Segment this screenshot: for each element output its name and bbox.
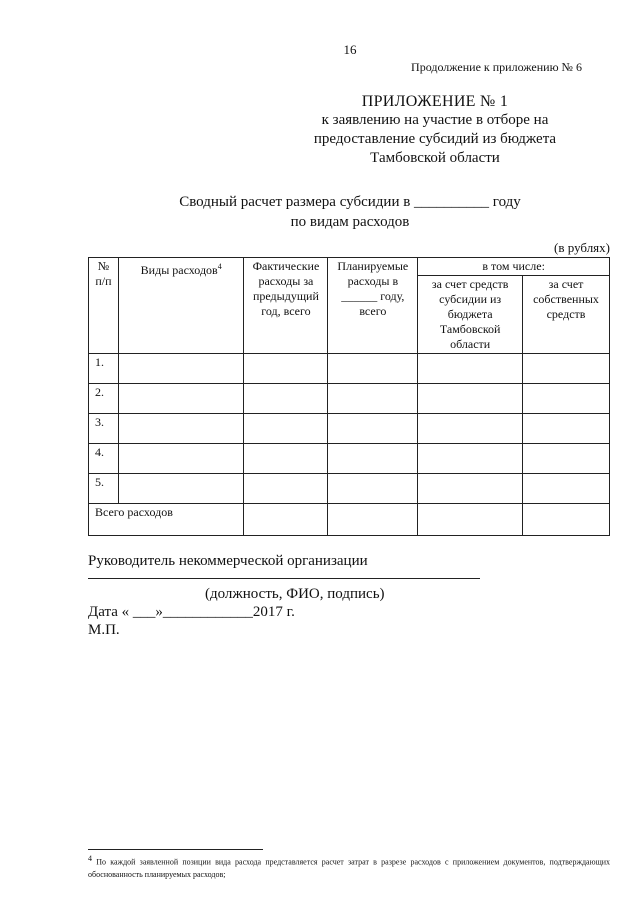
footnote-text: По каждой заявленной позиции вида расхода представляется расчет затрат в разрезе расходов с приложением документов, подтверждающих обоснованность планируемых расходов; — [88, 857, 611, 879]
cell — [328, 474, 418, 504]
appendix-line-3: Тамбовской области — [370, 150, 500, 166]
appendix-line-1: к заявлению на участие в отборе на — [321, 112, 549, 128]
cell — [244, 504, 328, 536]
footnote-ref: 4 — [217, 262, 222, 271]
cell — [118, 414, 244, 444]
row-number: 5. — [89, 474, 119, 504]
cell — [523, 474, 610, 504]
table-row — [89, 384, 610, 414]
cell — [328, 354, 418, 384]
signature-line — [88, 578, 480, 579]
continuation-note: Продолжение к приложению № 6 — [411, 60, 582, 74]
total-label: Всего расходов — [89, 504, 244, 536]
cell — [523, 414, 610, 444]
cell — [418, 354, 523, 384]
header-num: № п/п — [89, 258, 119, 354]
cell — [244, 444, 328, 474]
expense-table — [88, 257, 610, 536]
header-from-own: за счет собственных средств — [523, 276, 610, 354]
cell — [523, 354, 610, 384]
cell — [244, 474, 328, 504]
header-expense-type-label: Виды расходов — [140, 263, 218, 277]
row-number: 1. — [89, 354, 119, 384]
cell — [418, 384, 523, 414]
row-number: 4. — [89, 444, 119, 474]
cell — [244, 384, 328, 414]
table-row — [89, 414, 610, 444]
cell — [523, 384, 610, 414]
cell — [118, 384, 244, 414]
date-line: Дата « ___»____________2017 г. — [88, 604, 295, 620]
cell — [118, 474, 244, 504]
total-row — [89, 504, 610, 536]
header-from-budget: за счет средств субсидии из бюджета Тамбовской области — [418, 276, 523, 354]
cell — [118, 444, 244, 474]
table-row — [89, 354, 610, 384]
cell — [328, 444, 418, 474]
cell — [418, 444, 523, 474]
footnote — [88, 853, 610, 881]
cell — [244, 354, 328, 384]
footnote-marker: 4 — [88, 854, 92, 863]
appendix-line-2: предоставление субсидий из бюджета — [313, 131, 557, 147]
document-title-line-1: Сводный расчет размера субсидии в __________ году — [179, 194, 521, 210]
cell — [523, 444, 610, 474]
header-actual: Фактические расходы за предыдущий год, всего — [244, 258, 328, 354]
document-title-line-2: по видам расходов — [290, 214, 410, 230]
header-expense-type — [118, 258, 244, 354]
footnote-divider — [88, 849, 263, 850]
stamp-label: М.П. — [88, 622, 120, 638]
cell — [118, 354, 244, 384]
cell — [244, 414, 328, 444]
cell — [328, 414, 418, 444]
cell — [523, 504, 610, 536]
unit-note: (в рублях) — [554, 240, 610, 255]
row-number: 2. — [89, 384, 119, 414]
page-number: 16 — [343, 42, 357, 57]
document-title — [130, 192, 570, 232]
appendix-header — [290, 92, 580, 168]
cell — [418, 414, 523, 444]
table-row — [89, 474, 610, 504]
header-planned: Планируемые расходы в ______ году, всего — [328, 258, 418, 354]
position-caption: (должность, ФИО, подпись) — [205, 586, 385, 602]
organization-head-label: Руководитель некоммерческой организации — [88, 553, 368, 569]
table-row — [89, 444, 610, 474]
appendix-title: ПРИЛОЖЕНИЕ № 1 — [361, 93, 509, 110]
cell — [418, 474, 523, 504]
cell — [418, 504, 523, 536]
cell — [328, 384, 418, 414]
header-including: в том числе: — [418, 258, 610, 276]
row-number: 3. — [89, 414, 119, 444]
cell — [328, 504, 418, 536]
